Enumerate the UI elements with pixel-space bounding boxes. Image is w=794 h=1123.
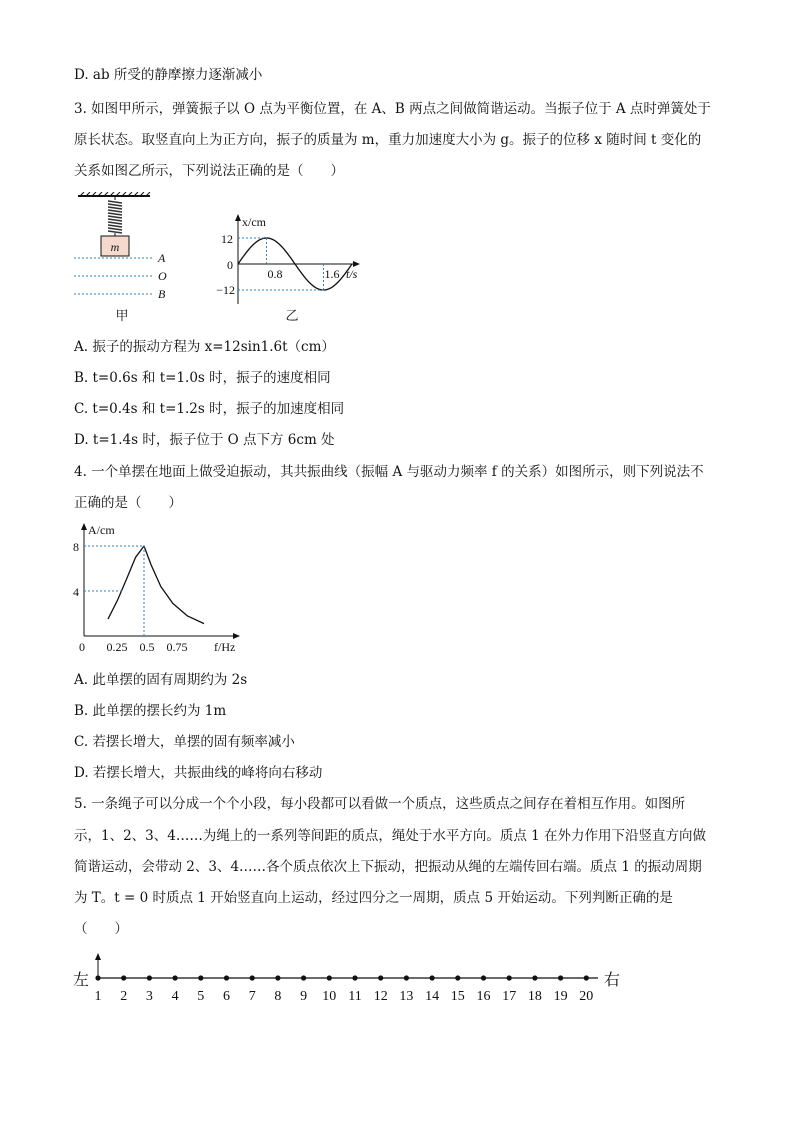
rope-point-label: 6 xyxy=(223,989,230,1004)
res-xtick-025: 0.25 xyxy=(106,640,128,654)
q5-stem-line2: 示，1、2、3、4……为绳上的一系列等间距的质点，绳处于水平方向。质点 1 在外力作用下沿竖直方向做 xyxy=(74,828,707,844)
q3-option-a: A. 振子的振动方程为 x=12sin1.6t（cm） xyxy=(74,339,335,355)
rope-point-dot xyxy=(404,975,409,980)
rope-point-label: 7 xyxy=(248,989,256,1004)
q4-option-c: C. 若摆长增大，单摆的固有频率减小 xyxy=(74,734,295,750)
res-ytick-4: 4 xyxy=(73,585,79,599)
yi-xtick-16: 1.6 xyxy=(324,267,340,281)
rope-point-label: 12 xyxy=(373,989,388,1004)
rope-point-dot xyxy=(430,975,435,980)
yi-xtick-08: 0.8 xyxy=(267,267,283,281)
mass-label: m xyxy=(110,240,120,254)
rope-point-dot xyxy=(532,975,537,980)
resonance-curve xyxy=(108,546,204,624)
label-A: A xyxy=(158,251,166,265)
rope-point-dot xyxy=(224,975,229,980)
rope-point-label: 18 xyxy=(527,989,542,1004)
q4-stem-line2: 正确的是（ ） xyxy=(74,495,182,511)
rope-point-dot xyxy=(275,975,280,980)
rope-point-dot xyxy=(250,975,255,980)
rope-right-label: 右 xyxy=(604,972,621,989)
q3-option-b: B. t=0.6s 和 t=1.0s 时，振子的速度相同 xyxy=(74,370,331,386)
res-xtick-075: 0.75 xyxy=(166,640,188,654)
res-xtick-0: 0 xyxy=(79,640,85,654)
q3-stem-line2: 原长状态。取竖直向上为正方向，振子的质量为 m，重力加速度大小为 g。振子的位移 x 随时间 t 变化的 xyxy=(74,132,702,148)
figure-yi-xt-graph xyxy=(205,212,370,327)
q3-stem-line3: 关系如图乙所示，下列说法正确的是（ ） xyxy=(74,163,344,179)
rope-left-label: 左 xyxy=(73,972,90,989)
rope-point-dot xyxy=(327,975,332,980)
res-ylabel: A/cm xyxy=(88,523,115,537)
label-B: B xyxy=(158,287,166,301)
q3-stem-line1: 3. 如图甲所示，弹簧振子以 O 点为平衡位置，在 A、B 两点之间做简谐运动。当振子位于 A 点时弹簧处于 xyxy=(74,101,711,117)
label-O: O xyxy=(158,269,167,283)
rope-point-group xyxy=(95,975,594,1004)
yi-xlabel: t/s xyxy=(346,267,358,281)
q2-option-d: D. ab 所受的静摩擦力逐渐减小 xyxy=(74,67,263,83)
rope-point-label: 9 xyxy=(300,989,308,1004)
rope-point-label: 10 xyxy=(322,989,337,1004)
res-plot-area xyxy=(84,546,204,636)
rope-point-dot xyxy=(481,975,486,980)
q5-stem-line1: 5. 一条绳子可以分成一个个小段，每小段都可以看做一个质点，这些质点之间存在着相互作用。如图所 xyxy=(74,796,686,812)
rope-point-dot xyxy=(455,975,460,980)
rope-point-label: 20 xyxy=(579,989,594,1004)
q5-stem-line3: 简谐运动，会带动 2、3、4……各个质点依次上下振动，把振动从绳的左端传回右端。质点 1 的振动周期 xyxy=(74,859,702,875)
rope-point-label: 8 xyxy=(274,989,282,1004)
rope-point-dot xyxy=(198,975,203,980)
rope-point-label: 19 xyxy=(553,989,568,1004)
res-xtick-05: 0.5 xyxy=(139,640,155,654)
yi-ytick-top: 12 xyxy=(221,232,233,246)
caption-yi: 乙 xyxy=(285,308,299,323)
yi-ylabel: x/cm xyxy=(242,215,266,229)
q4-option-b: B. 此单摆的摆长约为 1m xyxy=(74,703,227,719)
rope-point-label: 14 xyxy=(425,989,440,1004)
rope-point-dot xyxy=(352,975,357,980)
rope-point-dot xyxy=(121,975,126,980)
q5-stem-line4: 为 T。t = 0 时质点 1 开始竖直向上运动，经过四分之一周期，质点 5 开始运动。下列判断正确的是 xyxy=(74,890,673,906)
rope-point-label: 13 xyxy=(399,989,414,1004)
rope-point-dot xyxy=(584,975,589,980)
yi-ytick-bottom: −12 xyxy=(216,283,235,297)
figure-resonance-curve xyxy=(72,518,262,658)
rope-point-label: 2 xyxy=(120,989,128,1004)
rope-point-label: 3 xyxy=(145,989,153,1004)
caption-jia: 甲 xyxy=(115,308,129,323)
rope-point-dot xyxy=(173,975,178,980)
q4-stem-line1: 4. 一个单摆在地面上做受迫振动，其共振曲线（振幅 A 与驱动力频率 f 的关系）如图所示，则下列说法不 xyxy=(74,464,704,480)
rope-point-label: 11 xyxy=(348,989,362,1004)
q4-option-d: D. 若摆长增大，共振曲线的峰将向右移动 xyxy=(74,765,323,781)
rope-point-label: 4 xyxy=(171,989,179,1004)
rope-point-label: 16 xyxy=(476,989,491,1004)
res-xlabel: f/Hz xyxy=(214,640,236,654)
yi-ytick-zero: 0 xyxy=(227,258,233,272)
rope-point-dot xyxy=(147,975,152,980)
rope-point-label: 5 xyxy=(197,989,205,1004)
rope-point-label: 1 xyxy=(94,989,102,1004)
rope-point-dot xyxy=(301,975,306,980)
q4-option-a: A. 此单摆的固有周期约为 2s xyxy=(74,672,248,688)
rope-point-label: 15 xyxy=(450,989,465,1004)
figure-jia-spring xyxy=(70,192,180,327)
spring-coil xyxy=(108,201,122,233)
rope-point-dot xyxy=(558,975,563,980)
q5-stem-line5: （ ） xyxy=(74,921,128,937)
q3-option-d: D. t=1.4s 时，振子位于 O 点下方 6cm 处 xyxy=(74,432,335,448)
rope-point-dot xyxy=(378,975,383,980)
figure-rope-points xyxy=(70,950,630,1005)
res-ytick-8: 8 xyxy=(73,540,79,554)
q3-option-c: C. t=0.4s 和 t=1.2s 时，振子的加速度相同 xyxy=(74,401,345,417)
rope-point-dot xyxy=(507,975,512,980)
rope-point-dot xyxy=(95,975,100,980)
rope-point-label: 17 xyxy=(502,989,517,1004)
